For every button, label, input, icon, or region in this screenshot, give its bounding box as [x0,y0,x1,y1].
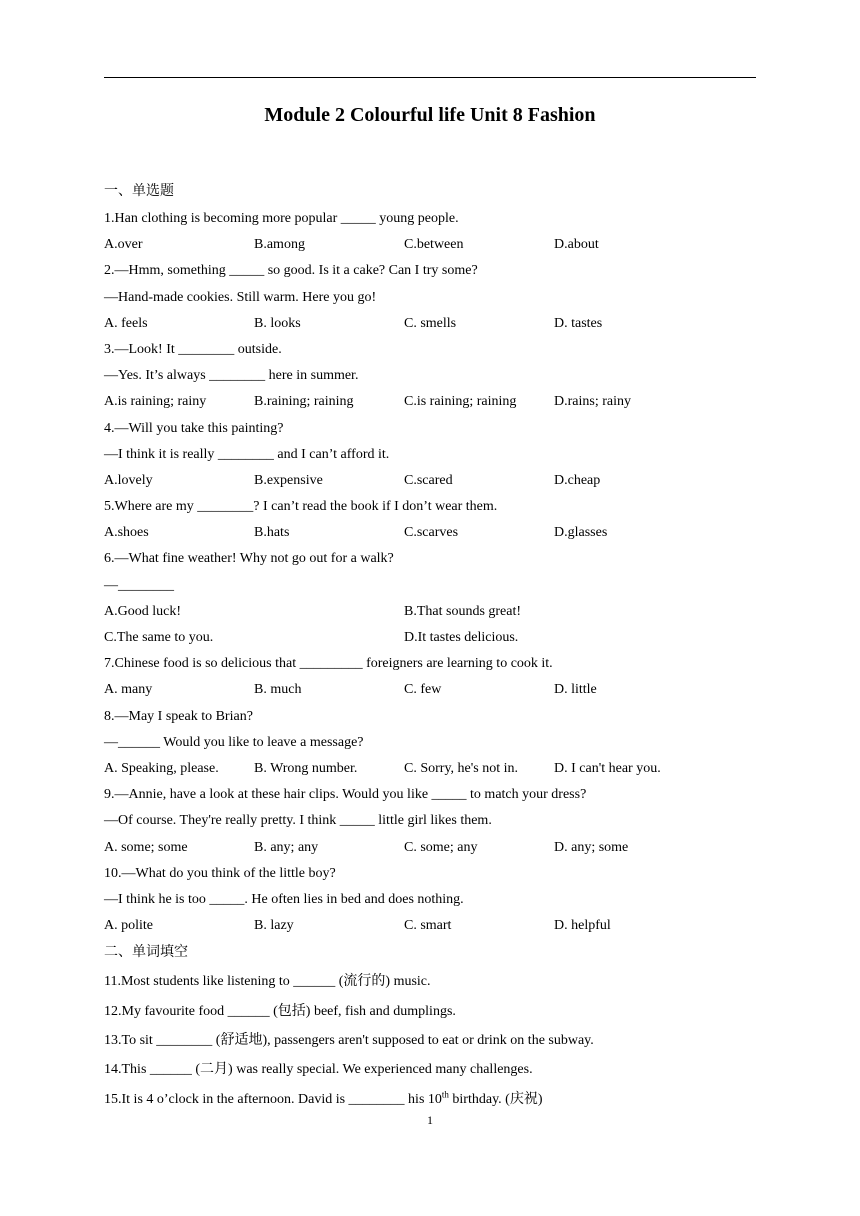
question-stem: 3.—Look! It ________ outside. [104,341,282,357]
option-a: A.lovely [104,472,153,488]
question-stem: 6.—What fine weather! Why not go out for a walk? [104,551,394,567]
option-b: B. looks [254,315,301,331]
option-row [104,756,756,782]
header-rule [104,77,756,78]
fill-blank-question [104,1085,756,1114]
question-stem: 8.—May I speak to Brian? [104,708,253,724]
option-c: C.between [404,237,464,253]
option-b: B. lazy [254,918,294,934]
option-row [104,625,756,651]
q15-text-before: 15.It is 4 o’clock in the afternoon. David is ________ his 10 [104,1091,442,1107]
question-stem: 1.Han clothing is becoming more popular _____ young people. [104,211,459,226]
question-stem: 7.Chinese food is so delicious that _________ foreigners are learning to cook it. [104,656,553,672]
option-row [104,835,756,861]
fill-blank-question: 13.To sit ________ (舒适地), passengers aren't supposed to eat or drink on the subway. [104,1033,594,1049]
option-c: C.scarves [404,525,459,541]
option-b: B. Wrong number. [254,760,358,776]
option-row [104,599,756,625]
option-c: C. Sorry, he's not in. [404,760,519,776]
question-stem: —Of course. They're really pretty. I think _____ little girl likes them. [104,813,492,829]
option-d: D.cheap [554,472,601,488]
option-d: D.glasses [554,525,608,541]
q15-superscript: th [441,1089,449,1100]
section-heading-single-choice: 一、单选题 [104,184,174,199]
option-d: D. little [554,682,597,698]
option-c: C.is raining; raining [404,394,517,410]
question-stem: 4.—Will you take this painting? [104,420,284,436]
option-d: D. tastes [554,315,603,331]
option-d: D.It tastes delicious. [404,630,519,645]
option-c: C.The same to you. [104,630,214,645]
question-stem: —Hand-made cookies. Still warm. Here you go! [104,289,377,305]
question-stem: —I think he is too _____. He often lies in bed and does nothing. [104,891,464,907]
option-d: D.rains; rainy [554,394,631,410]
page-title: Module 2 Colourful life Unit 8 Fashion [264,104,596,126]
question-stem: 10.—What do you think of the little boy? [104,865,336,881]
option-a: A.over [104,237,143,253]
option-row [104,232,756,258]
option-a: A. Speaking, please. [104,760,219,776]
option-row [104,468,756,494]
option-row [104,311,756,337]
option-a: A. polite [104,918,153,934]
option-d: D. helpful [554,918,611,934]
page-number: 1 [427,1113,433,1127]
option-d: D. any; some [554,839,629,855]
option-c: C. few [404,682,442,698]
option-b: B. much [254,682,302,698]
question-stem: 5.Where are my ________? I can’t read the book if I don’t wear them. [104,499,498,515]
option-c: C. smart [404,918,452,934]
option-row [104,520,756,546]
option-b: B.among [254,237,305,253]
option-a: A. many [104,682,153,698]
option-row [104,913,756,939]
fill-blank-question: 12.My favourite food ______ (包括) beef, fish and dumplings. [104,1003,456,1019]
option-b: B.That sounds great! [404,603,522,619]
option-c: C. some; any [404,839,478,855]
question-stem: 9.—Annie, have a look at these hair clips. Would you like _____ to match your dress? [104,787,587,803]
section-heading-word-fill: 二、单词填空 [104,945,188,961]
fill-blank-question: 11.Most students like listening to ______ (流行的) music. [104,974,431,990]
option-a: A.is raining; rainy [104,394,207,410]
question-stem: —Yes. It’s always ________ here in summer. [104,368,359,384]
option-a: A.shoes [104,525,149,541]
option-a: A. feels [104,315,148,331]
worksheet-content [104,178,756,1114]
question-stem: —I think it is really ________ and I can’t afford it. [104,446,390,462]
option-c: C. smells [404,315,457,331]
option-row [104,677,756,703]
option-b: B.hats [254,525,290,541]
q15-text-after: birthday. (庆祝) [448,1091,543,1107]
fill-blank-question: 14.This ______ (二月) was really special. We experienced many challenges. [104,1062,533,1078]
option-d: D.about [554,237,599,253]
option-a: A. some; some [104,839,188,855]
option-a: A.Good luck! [104,603,181,619]
option-b: B.expensive [254,472,323,488]
question-stem: —________ [104,577,174,593]
option-row [104,389,756,415]
option-b: B.raining; raining [254,394,354,410]
question-stem: —______ Would you like to leave a message? [104,734,364,750]
option-d: D. I can't hear you. [554,760,661,776]
option-b: B. any; any [254,839,319,855]
option-c: C.scared [404,472,453,488]
question-stem: 2.—Hmm, something _____ so good. Is it a cake? Can I try some? [104,263,478,279]
